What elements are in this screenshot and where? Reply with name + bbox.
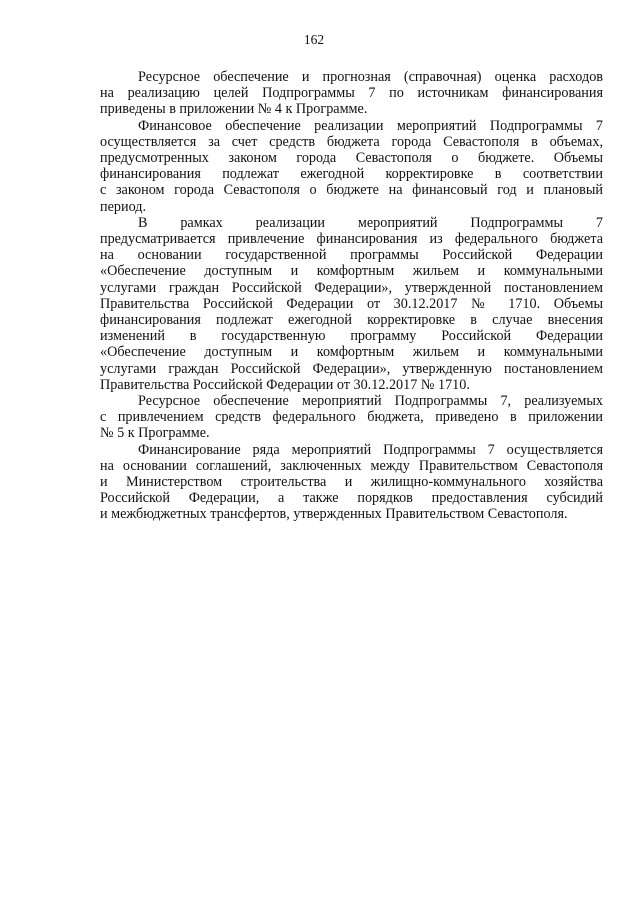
text-line: услугами граждан Российской Федерации», утвержденной постановлением xyxy=(100,279,603,296)
text-line: период. xyxy=(100,198,147,215)
page-number: 162 xyxy=(303,32,325,47)
text-line: на основании государственной программы Российской Федерации xyxy=(100,247,603,264)
text-line: и межбюджетных трансфертов, утвержденных Правительством Севастополя. xyxy=(100,506,568,523)
text-line: № 5 к Программе. xyxy=(100,425,210,442)
text-line: Правительства Российской Федерации от 30.12.2017 № 1710. Объемы xyxy=(100,295,603,312)
text-line: на основании соглашений, заключенных между Правительством Севастополя xyxy=(100,457,603,474)
text-line: осуществляется за счет средств бюджета города Севастополя в объемах, xyxy=(100,133,603,150)
text-line: изменений в государственную программу Российской Федерации xyxy=(100,328,603,345)
text-line: Финансирование ряда мероприятий Подпрограммы 7 осуществляется xyxy=(138,441,603,458)
paragraph-federal-funding xyxy=(100,215,603,393)
text-line: услугами граждан Российской Федерации», утвержденную постановлением xyxy=(100,360,603,377)
text-line: с привлечением средств федерального бюджета, приведено в приложении xyxy=(100,409,603,426)
text-line: финансирования подлежат ежегодной корректировке в соответствии xyxy=(100,166,603,183)
text-line: предусматривается привлечение финансирования из федерального бюджета xyxy=(100,231,603,248)
text-line: Правительства Российской Федерации от 30.12.2017 № 1710. xyxy=(100,376,470,393)
text-line: Финансовое обеспечение реализации мероприятий Подпрограммы 7 xyxy=(138,117,603,134)
text-line: «Обеспечение доступным и комфортным жильем и коммунальными xyxy=(100,263,603,280)
text-line: Ресурсное обеспечение и прогнозная (справочная) оценка расходов xyxy=(138,69,603,85)
paragraph-federal-resource xyxy=(100,393,603,442)
paragraph-financial-support xyxy=(100,118,603,215)
text-line: и Министерством строительства и жилищно-коммунального хозяйства xyxy=(100,474,603,491)
paragraph-resource-estimate xyxy=(100,69,603,118)
text-line: Ресурсное обеспечение мероприятий Подпрограммы 7, реализуемых xyxy=(138,393,603,410)
text-line: предусмотренных законом города Севастополя о бюджете. Объемы xyxy=(100,150,603,167)
text-line: финансирования подлежат ежегодной корректировке в случае внесения xyxy=(100,312,603,329)
text-line: с законом города Севастополя о бюджете на финансовый год и плановый xyxy=(100,182,603,199)
text-line: на реализацию целей Подпрограммы 7 по источникам финансирования xyxy=(100,85,603,102)
text-line: приведены в приложении № 4 к Программе. xyxy=(100,101,368,118)
text-line: «Обеспечение доступным и комфортным жильем и коммунальными xyxy=(100,344,603,361)
text-line: Российской Федерации, а также порядков предоставления субсидий xyxy=(100,490,603,507)
text-line: В рамках реализации мероприятий Подпрограммы 7 xyxy=(138,214,603,231)
document-body xyxy=(100,69,603,523)
paragraph-agreements xyxy=(100,442,603,523)
